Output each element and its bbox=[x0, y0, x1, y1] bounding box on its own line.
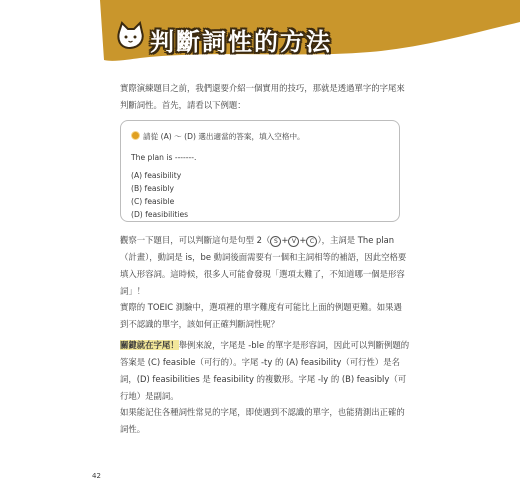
example-stem: The plan is -------. bbox=[131, 153, 197, 162]
key-point-highlight: 關鍵就在字尾！ bbox=[120, 340, 179, 350]
suffix-explanation: 舉例來說，字尾是 -ble 的單字是形容詞，因此可以判斷例題的答案是 (C) feasible（可行的）。字尾 -ty 的 (A) feasibility（可行性）是名詞，(D) feasibilities 是 feasibility 的複數形。字尾 -ly 的 (B) feasibly（可行地）是副詞。 bbox=[120, 340, 410, 401]
example-box bbox=[120, 120, 400, 222]
verb-circle-badge: V bbox=[288, 236, 299, 247]
complement-circle-badge: C bbox=[306, 236, 317, 247]
intro-paragraph: 實際演練題目之前，我們還要介紹一個實用的技巧，那就是透過單字的字尾來判斷詞性。首先，請看以下例題： bbox=[120, 83, 405, 110]
suffix-paragraph bbox=[120, 337, 410, 405]
conclusion-paragraph: 如果能記住各種詞性常見的字尾，即使遇到不認識的單字，也能猜測出正確的詞性。 bbox=[120, 407, 405, 434]
example-instruction: 請從 (A) ～ (D) 選出適當的答案，填入空格中。 bbox=[143, 132, 305, 141]
example-instruction-row bbox=[131, 131, 305, 142]
page-title: 判斷詞性的方法 bbox=[150, 28, 332, 56]
analysis-text-before: 觀察一下題目，可以判斷這句是句型 2（ bbox=[120, 235, 271, 245]
example-option-d: (D) feasibilities bbox=[131, 210, 189, 219]
example-option-b: (B) feasibly bbox=[131, 184, 175, 193]
analysis-text-after: ），主詞是 The plan（計畫），動詞是 is，be 動詞後面需要有一個和主詞相等的補語，因此空格要填入形容詞。這時候，很多人可能會發現「選項太難了，不知道哪一個是形容詞」！ bbox=[120, 235, 407, 296]
cat-face-icon bbox=[114, 20, 146, 52]
example-option-c: (C) feasible bbox=[131, 197, 175, 206]
example-option-a: (A) feasibility bbox=[131, 171, 182, 180]
page-number: 42 bbox=[92, 472, 101, 480]
subject-circle-badge: S bbox=[270, 236, 281, 247]
analysis-paragraph: 觀察一下題目，可以判斷這句是句型 2（ S + V + C ），主詞是 The plan（計畫），動詞是 is，be 動詞後面需要有一個和主詞相等的補語，因此空格要填入形容詞。這時候，很多人可能會發現「選項太難了，不知道哪一個是形容詞」！ bbox=[120, 235, 407, 296]
toeic-paragraph: 實際的 TOEIC 測驗中，選項裡的單字難度有可能比上面的例題更難。如果遇到不認識的單字，該如何正確判斷詞性呢？ bbox=[120, 302, 402, 329]
orange-bullet-icon bbox=[131, 131, 140, 140]
